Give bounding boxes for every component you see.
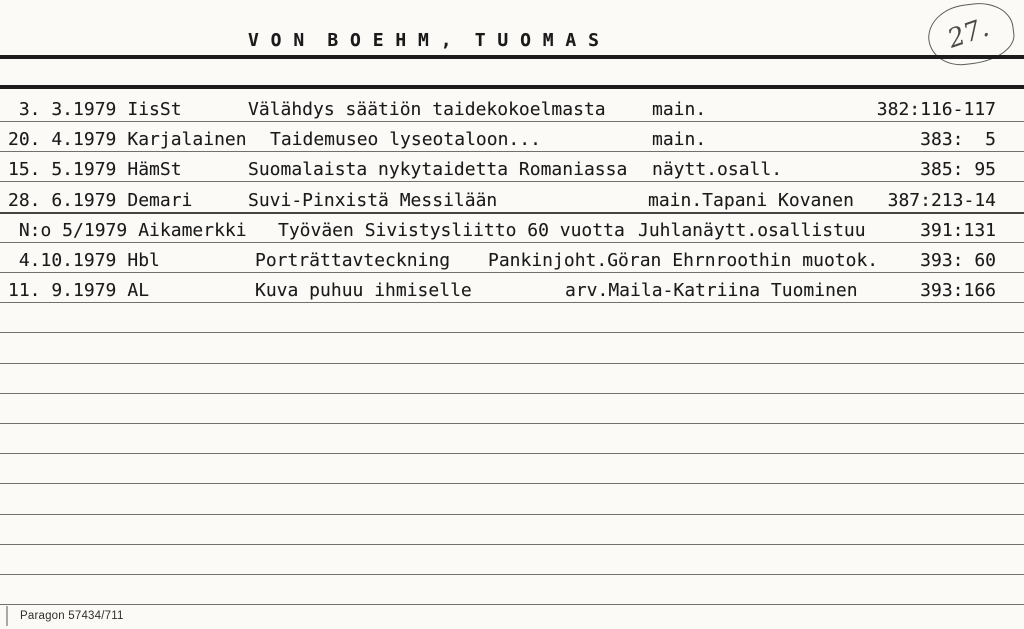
entry-reference: 387:213-14	[887, 190, 996, 211]
entry-date-source	[8, 190, 192, 212]
catalog-entry-row	[0, 159, 1024, 185]
entry-source: AL	[127, 280, 150, 301]
entry-note: main.	[652, 99, 707, 120]
ruled-line	[0, 604, 1024, 605]
ruled-line	[0, 363, 1024, 364]
ruled-line	[0, 332, 1024, 333]
entry-date: 4.10.1979	[8, 250, 117, 271]
entry-date: 15. 5.1979	[8, 159, 117, 180]
handwritten-page-number: 27.	[944, 12, 994, 55]
entry-reference: 393:166	[920, 280, 996, 301]
entry-date: 11. 9.1979	[8, 280, 117, 301]
ruled-line	[0, 544, 1024, 545]
entry-title: Välähdys säätiön taidekokoelmasta	[248, 99, 606, 120]
entry-date-source	[8, 99, 182, 121]
entry-source: Hbl	[127, 250, 160, 271]
entry-source: IisSt	[127, 99, 182, 120]
header-rule-top	[0, 55, 1024, 59]
entry-title: Suvi-Pinxistä Messilään	[248, 190, 498, 211]
entry-reference: 383: 5	[920, 129, 996, 150]
entry-title: Porträttavteckning	[255, 250, 451, 271]
entry-date-source	[8, 250, 160, 272]
ruled-line	[0, 423, 1024, 424]
entry-title: Työväen Sivistysliitto 60 vuotta	[278, 220, 625, 241]
card-edge-mark	[6, 606, 8, 626]
entry-source: HämSt	[127, 159, 182, 180]
entry-title: Suomalaista nykytaidetta Romaniassa	[248, 159, 628, 180]
card-brand-imprint: Paragon 57434/711	[20, 610, 124, 622]
catalog-entry-row	[0, 129, 1024, 155]
entry-date: N:o 5/1979	[8, 220, 128, 241]
entry-date: 20. 4.1979	[8, 129, 117, 150]
card-heading: V O N B O E H M , T U O M A S	[248, 30, 600, 51]
entry-title: Taidemuseo lyseotaloon...	[270, 129, 541, 150]
catalog-entry-row	[0, 280, 1024, 306]
entry-source: Karjalainen	[127, 129, 247, 150]
entry-reference: 391:131	[920, 220, 996, 241]
catalog-entry-row	[0, 250, 1024, 276]
entry-date: 28. 6.1979	[8, 190, 117, 211]
entry-reference: 385: 95	[920, 159, 996, 180]
entry-note: arv.Maila-Katriina Tuominen	[565, 280, 858, 301]
entry-title: Kuva puhuu ihmiselle	[255, 280, 472, 301]
entry-date-source	[8, 159, 182, 181]
entry-date: 3. 3.1979	[8, 99, 117, 120]
entry-note: Pankinjoht.Göran Ehrnroothin muotok.	[488, 250, 879, 271]
entry-reference: 393: 60	[920, 250, 996, 271]
catalog-entry-row	[0, 220, 1024, 246]
entry-source: Demari	[127, 190, 193, 211]
header-rule-bottom	[0, 85, 1024, 89]
ruled-line	[0, 483, 1024, 484]
entry-reference: 382:116-117	[876, 99, 996, 120]
ruled-line	[0, 574, 1024, 575]
entry-date-source	[8, 129, 247, 151]
entry-note: main.Tapani Kovanen	[648, 190, 854, 211]
ruled-line	[0, 393, 1024, 394]
ruled-line	[0, 514, 1024, 515]
catalog-entry-row	[0, 99, 1024, 125]
catalog-entry-row	[0, 190, 1024, 216]
ruled-line	[0, 453, 1024, 454]
entry-date-source	[8, 220, 247, 242]
entry-note: Juhlanäytt.osallistuu	[638, 220, 866, 241]
entry-note: main.	[652, 129, 707, 150]
entry-note: näytt.osall.	[652, 159, 783, 180]
entry-date-source	[8, 280, 149, 302]
entry-source: Aikamerkki	[138, 220, 247, 241]
